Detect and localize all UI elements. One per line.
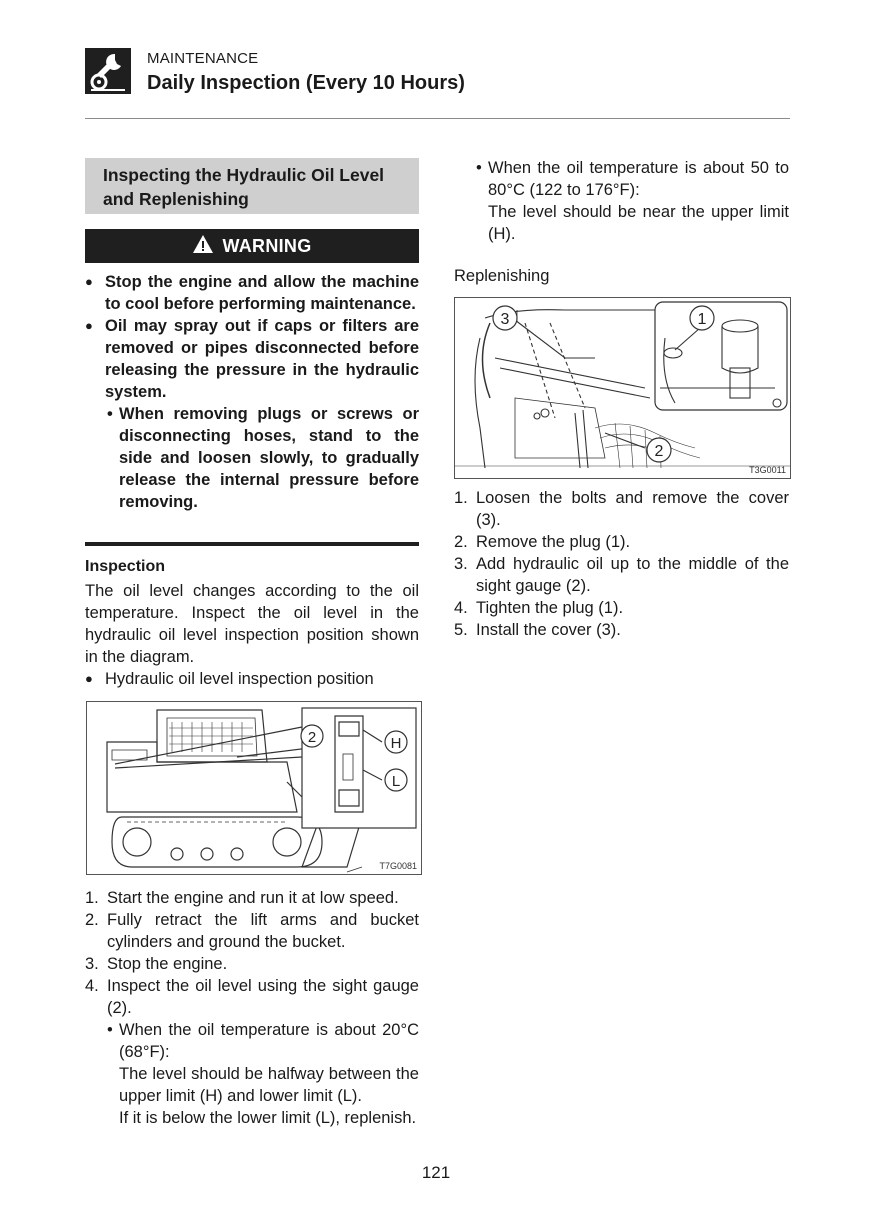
figure-code: T3G0011 (749, 465, 786, 475)
replenishing-steps (454, 487, 789, 641)
warning-bar (85, 229, 419, 263)
replenishing-heading: Replenishing (454, 267, 550, 285)
figure-inspection-position (86, 701, 422, 875)
machine-diagram (87, 702, 421, 874)
callout-2: 2 (307, 729, 317, 746)
callout-3: 3 (500, 311, 510, 328)
list-item: 1. Loosen the bolts and remove the cover (3). (454, 489, 789, 529)
list-item: 2. Fully retract the lift arms and bucket cylinders and ground the bucket. (85, 911, 419, 951)
warning-label: WARNING (222, 235, 312, 256)
temperature-50-block (454, 157, 789, 245)
temperature-20-detail2: If it is below the lower limit (L), replenish. (119, 1109, 417, 1127)
page-number: 121 (421, 1163, 451, 1182)
section-heading: Inspecting the Hydraulic Oil Level and Replenishing (103, 165, 385, 209)
warning-end-rule (85, 542, 419, 546)
inspection-bullet: ● Hydraulic oil level inspection position (85, 668, 419, 690)
page-title: Daily Inspection (Every 10 Hours) (147, 72, 465, 94)
callout-2: 2 (654, 443, 664, 460)
warning-item: ● Oil may spray out if caps or filters are removed or pipes disconnected before releasing the pressure in the hydraulic system. (85, 315, 419, 403)
inspection-heading: Inspection (85, 558, 166, 575)
inspection-paragraph: The oil level changes according to the oil temperature. Inspect the oil level in the hydraulic oil level inspection position shown in the diagram. (85, 582, 419, 666)
section-heading-box (85, 158, 419, 214)
temperature-50-condition: • When the oil temperature is about 50 to 80°C (122 to 176°F): (454, 157, 789, 201)
list-item: 3. Add hydraulic oil up to the middle of the sight gauge (2). (454, 555, 789, 595)
figure-replenishing (454, 297, 791, 479)
warning-triangle-icon (192, 234, 214, 259)
inspection-steps (85, 887, 419, 1129)
section-label: MAINTENANCE (147, 50, 259, 67)
list-item: 1. Start the engine and run it at low speed. (85, 889, 399, 907)
temperature-20-detail: The level should be halfway between the upper limit (H) and lower limit (L). (119, 1065, 419, 1105)
figure-code: T7G0081 (379, 861, 417, 871)
callout-l: L (391, 773, 401, 790)
header-divider (85, 118, 790, 119)
compartment-diagram (455, 298, 790, 478)
list-item: 3. Stop the engine. (85, 955, 228, 973)
callout-1: 1 (697, 311, 707, 328)
temperature-20-condition: • When the oil temperature is about 20°C (68°F): (85, 1019, 419, 1063)
callout-h: H (390, 735, 402, 752)
warning-list (85, 271, 419, 513)
warning-sub-item: • When removing plugs or screws or disconnecting hoses, stand to the side and loosen slowly, to gradually release the internal pressure before removing. (85, 403, 419, 513)
list-item: 5. Install the cover (3). (454, 621, 621, 639)
list-item: 4. Inspect the oil level using the sight gauge (2). (85, 977, 419, 1017)
list-item: 4. Tighten the plug (1). (454, 599, 624, 617)
wrench-machine-icon (85, 48, 131, 94)
list-item: 2. Remove the plug (1). (454, 533, 631, 551)
warning-item: ● Stop the engine and allow the machine to cool before performing maintenance. (85, 271, 419, 315)
temperature-50-detail: The level should be near the upper limit (H). (488, 203, 789, 243)
